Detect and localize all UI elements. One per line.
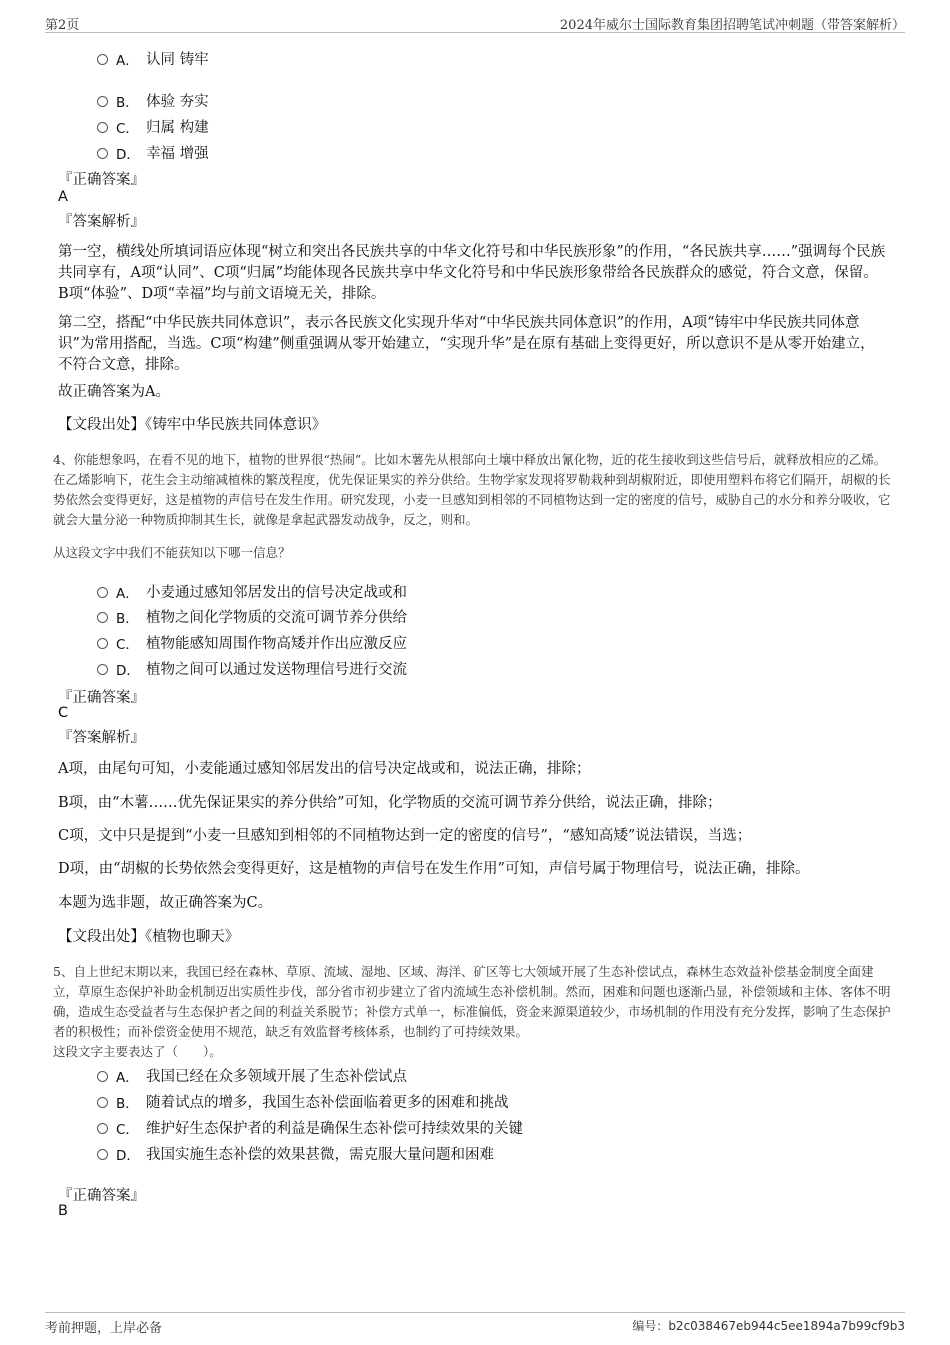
radio-icon[interactable] (97, 1097, 108, 1108)
question-prompt: 这段文字主要表达了（ ）。 (53, 1044, 222, 1059)
answer-label: 『正确答案』 (58, 690, 145, 706)
correct-answer: A (58, 189, 68, 205)
page-number: 第2页 (45, 18, 80, 33)
radio-icon[interactable] (97, 664, 108, 675)
q4-option-b[interactable]: B． 植物之间化学物质的交流可调节养分供给 (97, 606, 407, 627)
document-title: 2024年威尔士国际教育集团招聘笔试冲刺题（带答案解析） (559, 18, 905, 33)
radio-icon[interactable] (97, 587, 108, 598)
answer-label: 『正确答案』 (58, 172, 145, 188)
source-citation: 【文段出处】《植物也聊天》 (58, 929, 240, 945)
q5-option-d[interactable]: D． 我国实施生态补偿的效果甚微，需克服大量问题和困难 (97, 1143, 494, 1164)
analysis-paragraph: 第一空，横线处所填词语应体现“树立和突出各民族共享的中华文化符号和中华民族形象”的作用，“各民族共享……”强调每个民族共同享有，A项“认同”、C项“归属”均能体现各民族共享中华文化符号和中华民族形象带给各民族群众的感觉，符合文意，保留。B项“体验”、D项“幸福”均与前文语境无关，排除。 (58, 244, 886, 302)
q4-option-d[interactable]: D． 植物之间可以通过发送物理信号进行交流 (97, 658, 407, 679)
page-footer (45, 1312, 905, 1335)
answer-label: 『正确答案』 (58, 1188, 145, 1204)
analysis-item-c: C项，文中只是提到“小麦一旦感知到相邻的不同植物达到一定的密度的信号”，“感知高矮”说法错误，当选； (58, 828, 752, 844)
analysis-label: 『答案解析』 (58, 214, 145, 230)
q5-option-a[interactable]: A． 我国已经在众多领域开展了生态补偿试点 (97, 1065, 407, 1086)
correct-answer: B (58, 1203, 68, 1219)
q5-option-b[interactable]: B． 随着试点的增多，我国生态补偿面临着更多的困难和挑战 (97, 1091, 509, 1112)
source-citation: 【文段出处】《铸牢中华民族共同体意识》 (58, 417, 327, 433)
radio-icon[interactable] (97, 148, 108, 159)
page-header (45, 12, 905, 33)
radio-icon[interactable] (97, 638, 108, 649)
q5-option-c[interactable]: C． 维护好生态保护者的利益是确保生态补偿可持续效果的关键 (97, 1117, 523, 1138)
radio-icon[interactable] (97, 1123, 108, 1134)
analysis-conclusion: 故正确答案为A。 (58, 384, 170, 400)
q3-option-a[interactable]: A． 认同 铸牢 (97, 48, 209, 69)
analysis-label: 『答案解析』 (58, 730, 145, 746)
analysis-paragraph: 第二空，搭配“中华民族共同体意识”，表示各民族文化实现升华对“中华民族共同体意识”的作用，A项“铸牢中华民族共同体意识”为常用搭配，当选。C项“构建”侧重强调从零开始建立，“实现升华”是在原有基础上变得更好，所以意识不是从零开始建立，不符合文意，排除。 (58, 315, 875, 373)
correct-answer: C (58, 705, 69, 721)
radio-icon[interactable] (97, 612, 108, 623)
document-code: 编号：b2c038467eb944c5ee1894a7b99cf9b3 (632, 1319, 905, 1333)
question-stem: 4、你能想象吗，在看不见的地下，植物的世界很“热闹”。比如木薯先从根部向土壤中释放出氰化物，近的花生接收到这些信号后，就释放相应的乙烯。在乙烯影响下，花生会主动缩减植株的繁茂程度，优先保证果实的养分供给。生物学家发现将罗勒栽种到胡椒附近，即使用塑料布将它们隔开，胡椒的长势依然会变得更好，这是植物的声信号在发生作用。研究发现，小麦一旦感知到相邻的不同植物达到一定的密度的信号，威胁自己的水分和养分吸收，它就会大量分泌一种物质抑制其生长，就像是拿起武器发动战争，反之，则和。 (53, 452, 891, 527)
radio-icon[interactable] (97, 1149, 108, 1160)
analysis-item-b: B项，由“木薯……优先保证果实的养分供给”可知，化学物质的交流可调节养分供给，说法正确，排除； (58, 795, 722, 811)
analysis-item-a: A项，由尾句可知，小麦能通过感知邻居发出的信号决定战或和，说法正确，排除； (58, 761, 591, 777)
radio-icon[interactable] (97, 96, 108, 107)
q3-option-c[interactable]: C． 归属 构建 (97, 116, 209, 137)
q4-option-c[interactable]: C． 植物能感知周围作物高矮并作出应激反应 (97, 632, 407, 653)
question-prompt: 从这段文字中我们不能获知以下哪一信息？ (53, 545, 291, 560)
radio-icon[interactable] (97, 122, 108, 133)
q3-option-d[interactable]: D． 幸福 增强 (97, 142, 209, 163)
radio-icon[interactable] (97, 54, 108, 65)
footer-slogan: 考前押题，上岸必备 (45, 1321, 163, 1336)
question-stem: 5、自上世纪末期以来，我国已经在森林、草原、流域、湿地、区域、海洋、矿区等七大领域开展了生态补偿试点，森林生态效益补偿基金制度全面建立，草原生态保护补助金机制迈出实质性步伐，部分省市初步建立了省内流域生态补偿机制。然而，困难和问题也逐渐凸显，补偿领域和主体、客体不明确，造成生态受益者与生态保护者之间的利益关系脱节；补偿方式单一，标准偏低，资金来源渠道较少，市场机制的作用没有充分发挥，影响了生态保护者的积极性；而补偿资金使用不规范，缺乏有效监督考核体系，也制约了可持续效果。 (53, 964, 891, 1039)
analysis-conclusion: 本题为选非题，故正确答案为C。 (58, 895, 273, 911)
q4-option-a[interactable]: A． 小麦通过感知邻居发出的信号决定战或和 (97, 581, 407, 602)
radio-icon[interactable] (97, 1071, 108, 1082)
q3-option-b[interactable]: B． 体验 夯实 (97, 90, 209, 111)
analysis-item-d: D项，由“胡椒的长势依然会变得更好，这是植物的声信号在发生作用”可知，声信号属于物理信号，说法正确，排除。 (58, 861, 810, 877)
